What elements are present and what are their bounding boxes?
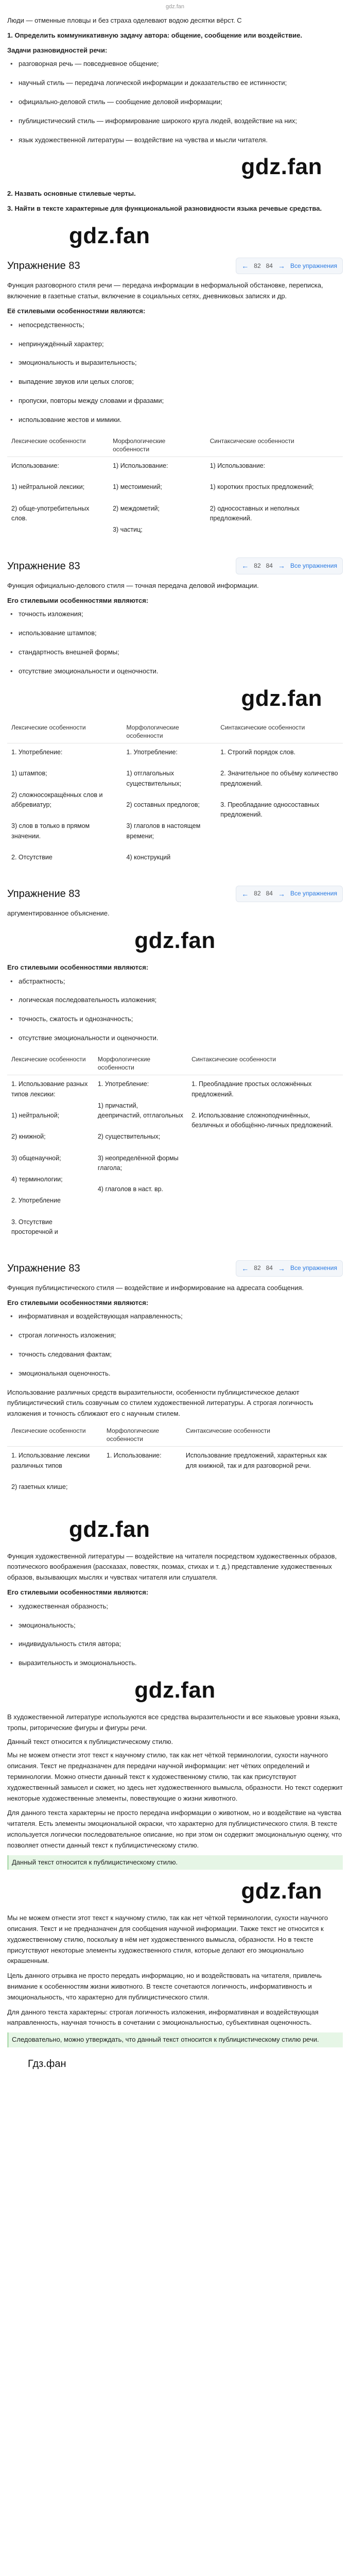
list-item: • отсутствие эмоциональности и оценочности.: [15, 1033, 343, 1044]
cell-line: 1) причастий, деепричастий, отглагольных: [97, 1101, 183, 1119]
features-table: [7, 1052, 343, 1253]
table-cell: [102, 1447, 182, 1508]
cell-line: 2. Значительное по объёму количество предложений.: [220, 770, 338, 787]
table-header: Синтаксические особенности: [206, 434, 343, 457]
question-2: 2. Назвать основные стилевые черты.: [7, 190, 136, 198]
list-item: • непринуждённый характер;: [15, 339, 343, 350]
pager: [236, 1260, 343, 1277]
cell-line: 1. Использование лексики различных типов: [11, 1452, 90, 1469]
table-header: Синтаксические особенности: [187, 1052, 343, 1075]
cell-line: 2) книжной;: [11, 1133, 46, 1141]
question-1: 1. Определить коммуникативную задачу автора: общение, сообщение или воздействие.: [7, 31, 303, 39]
next-arrow-icon[interactable]: →: [277, 261, 285, 270]
analysis-paragraph: Мы не можем отнести этот текст к научному стилю, так как нет чёткой терминологии, сухости научного описания. Текст и не предназначен для сообщения научной информации. Также текст не относится к художественному стилю, поскольку в нём нет художественного вымысла, образности. Но в тексте присутствуют некоторые элементы художественного стиля, которые делают его эмоционально окрашенным.: [7, 1914, 328, 1965]
cell-line: Использование:: [11, 462, 59, 469]
exercise-nav: [7, 258, 343, 274]
list-item: • непосредственность;: [15, 320, 343, 331]
table-header: Синтаксические особенности: [216, 720, 343, 743]
features-heading: Его стилевыми особенностями являются:: [7, 596, 149, 604]
table-cell: [7, 1075, 94, 1253]
cell-line: 1) нейтральной лексики;: [11, 483, 85, 491]
table-header: Лексические особенности: [7, 720, 122, 743]
cell-line: 3) неопределённой формы глагола;: [97, 1154, 179, 1172]
cell-line: 1. Использование разных типов лексики:: [11, 1080, 88, 1098]
table-cell: [122, 743, 217, 878]
prev-exercise[interactable]: 82: [254, 262, 261, 269]
table-header: Лексические особенности: [7, 1052, 94, 1075]
analysis-paragraph: Мы не можем отнести этот текст к научному стилю, так как нет чёткой терминологии, сухости научного описания. Текст не предназначен для передачи научной информации: нет чётких определений и терминологии. Можно отнести данный текст к художественному стилю, так как присутствуют художественный замысел и сюжет, но здесь нет художественного вымысла, образности. Но текст содержит некоторые художественные элементы, повествующие о жизни животного.: [7, 1751, 343, 1802]
cell-line: 4) терминологии;: [11, 1176, 63, 1183]
list-item: • точность, сжатость и однозначность;: [15, 1014, 343, 1025]
next-arrow-icon[interactable]: →: [277, 889, 285, 898]
section-definition: Функция публицистического стиля — воздействие и информирование на адресата сообщения.: [7, 1283, 304, 1292]
features-heading: Его стилевыми особенностями являются:: [7, 1298, 149, 1307]
watermark: gdz.fan: [134, 927, 216, 953]
cell-line: 1. Использование:: [106, 1452, 162, 1460]
list-item: • художественная образность;: [15, 1601, 343, 1612]
table-header: Морфологические особенности: [94, 1052, 187, 1075]
section-definition: Функция разговорного стиля речи — передача информации в неформальной обстановке, переписка, включение в газетные статьи, включение в социальных сетях, дневниковых записях и др.: [7, 281, 323, 300]
table-header: Лексические особенности: [7, 1423, 102, 1447]
cell-line: 3. Преобладание односоставных предложений.: [220, 801, 320, 819]
cell-line: 3) глаголов в настоящем времени;: [126, 822, 201, 840]
analysis-conclusion: Данный текст относится к публицистическому стилю.: [7, 1855, 343, 1870]
cell-line: 1) Использование:: [113, 462, 168, 469]
exercise-title: Упражнение 83: [7, 560, 80, 572]
cell-line: 3) частиц;: [113, 526, 143, 534]
all-exercises-link[interactable]: Все упражнения: [290, 890, 337, 897]
cell-line: 1. Преобладание простых осложнённых предложений.: [191, 1080, 312, 1098]
watermark: gdz.fan: [69, 1516, 150, 1542]
prev-arrow-icon[interactable]: ←: [241, 1264, 249, 1273]
cell-line: 2. Употребление: [11, 1197, 61, 1205]
section-definition: Функция художественной литературы — воздействие на читателя посредством художественных образов, поэтического воображения (рассказах, повестях, поэмах, стихах и т. д.) представление художественных образов, вызывающих мыслях и чувствах читателя или слушателя.: [7, 1552, 337, 1582]
list-item: • язык художественной литературы — воздействие на чувства и мысли читателя.: [15, 135, 343, 146]
table-cell: [7, 456, 109, 550]
list-item: • публицистический стиль — информирование широкого круга людей, воздействие на них;: [15, 116, 343, 127]
prev-arrow-icon[interactable]: ←: [241, 562, 249, 570]
features-heading: Его стилевыми особенностями являются:: [7, 1588, 149, 1596]
cell-line: 2) обще-употребительных слов.: [11, 504, 90, 522]
cell-line: 1. Строгий порядок слов.: [220, 748, 296, 756]
table-cell: [182, 1447, 343, 1508]
features-heading: Её стилевыми особенностями являются:: [7, 307, 146, 315]
cell-line: 2) газетных клише;: [11, 1483, 68, 1491]
prev-exercise[interactable]: 82: [254, 890, 261, 897]
section-definition: Функция официально-делового стиля — точная передача деловой информации.: [7, 581, 259, 589]
next-arrow-icon[interactable]: →: [277, 1264, 285, 1273]
exercise-title: Упражнение 83: [7, 888, 80, 900]
list-item: • использование штампов;: [15, 628, 343, 639]
cell-line: 3. Отсутствие просторечной и: [11, 1218, 58, 1236]
list-item: • эмоциональная оценочность.: [15, 1368, 343, 1379]
list-item: • стандартность внешней формы;: [15, 647, 343, 658]
cell-line: 3) слов в только в прямом значении.: [11, 822, 90, 840]
question-3: 3. Найти в тексте характерные для функциональной разновидности языка речевые средства.: [7, 205, 322, 213]
list-item: • научный стиль — передача логической информации и доказательство ее истинности;: [15, 78, 343, 89]
list-item: • точность следования фактам;: [15, 1349, 343, 1360]
table-cell: [206, 456, 343, 550]
features-table: [7, 1423, 343, 1508]
list-item: • индивидуальность стиля автора;: [15, 1639, 343, 1650]
next-arrow-icon[interactable]: →: [277, 562, 285, 570]
cell-line: 2) односоставных и неполных предложений.: [209, 504, 300, 522]
pager: [236, 557, 343, 574]
features-list: [7, 976, 343, 1044]
exercise-nav: [7, 557, 343, 574]
analysis-block: [7, 1750, 343, 1870]
table-cell: [7, 1447, 102, 1508]
exercise-title: Упражнение 83: [7, 1262, 80, 1274]
cell-line: 2) существительных;: [97, 1133, 161, 1141]
analysis-paragraph: Цель данного отрывка не просто передать информацию, но и воздействовать на читателя, привлечь внимание к особенностям жизни животного. В тексте сочетаются логичность, информативность и эмоциональность, что характерно для публицистического стиля.: [7, 1972, 322, 2001]
list-item: • использование жестов и мимики.: [15, 415, 343, 426]
cell-line: 1) штампов;: [11, 770, 47, 777]
list-item: • выпадение звуков или целых слогов;: [15, 377, 343, 387]
section-note: Использование различных средств выразительности, особенности публицистическое делают публицистический стиль созвучным со стилем художественной литературы. А строгая логичность изложения и точность сближают его с научным стилем.: [7, 1388, 313, 1418]
next-exercise[interactable]: 84: [266, 262, 273, 269]
table-header: Морфологические особенности: [109, 434, 206, 457]
exercise-title: Упражнение 83: [7, 260, 80, 272]
table-header: Лексические особенности: [7, 434, 109, 457]
features-heading: Его стилевыми особенностями являются:: [7, 963, 149, 971]
cell-line: 1. Употребление:: [97, 1080, 149, 1088]
table-cell: [94, 1075, 187, 1253]
all-exercises-link[interactable]: Все упражнения: [290, 562, 337, 569]
list-item: • строгая логичность изложения;: [15, 1330, 343, 1341]
list-item: • пропуски, повторы между словами и фразами;: [15, 396, 343, 406]
exercise-nav: [7, 1260, 343, 1277]
cell-line: 1. Употребление:: [11, 748, 63, 756]
cell-line: 2. Отсутствие: [11, 854, 52, 861]
analysis-paragraph: Для данного текста характерны: строгая логичность изложения, информативная и воздействующая направленность, научная точность в сочетании с эмоциональностью, субъективная оценочность.: [7, 2008, 319, 2027]
all-exercises-link[interactable]: Все упражнения: [290, 262, 337, 269]
list-item: • абстрактность;: [15, 976, 343, 987]
cell-line: 4) глаголов в наст. вр.: [97, 1185, 164, 1193]
cell-line: 3) общенаучной;: [11, 1154, 61, 1162]
list-item: • выразительность и эмоциональность.: [15, 1658, 343, 1669]
analysis-block: [7, 1913, 343, 2047]
list-item: • эмоциональность;: [15, 1620, 343, 1631]
watermark: gdz.fan: [69, 223, 150, 248]
section-note: В художественной литературе используются все средства выразительности и все языковые уровни языка, тропы, риторические фигуры и фигуры речи.: [7, 1713, 341, 1732]
cell-line: Использование предложений, характерных как для книжной, так и для разговорной речи.: [185, 1452, 327, 1469]
cell-line: 2) сложносокращённых слов и аббревиатур;: [11, 791, 103, 809]
features-list: [7, 1311, 343, 1379]
table-header: Морфологические особенности: [122, 720, 217, 743]
cell-line: 1. Употребление:: [126, 748, 178, 756]
list-item: • логическая последовательность изложения;: [15, 995, 343, 1006]
list-item: • разговорная речь — повседневное общение;: [15, 59, 343, 70]
analysis-paragraph: Для данного текста характерны не просто передача информации о животном, но и воздействие на чувства читателя. Есть элементы эмоциональной окраски, что характерно для публицистического стиля. В тексте используется логически последовательное описание, но при этом он содержит эмоциональную оценку, что позволяет отнести данный текст к публицистическому стилю.: [7, 1809, 342, 1849]
table-cell: [7, 743, 122, 878]
prev-exercise[interactable]: 82: [254, 562, 261, 569]
features-list: [7, 609, 343, 676]
list-item: • отсутствие эмоциональности и оценочности.: [15, 666, 343, 677]
cell-line: 2) составных предлогов;: [126, 801, 200, 809]
next-exercise[interactable]: 84: [266, 1264, 273, 1272]
watermark: gdz.fan: [241, 154, 322, 180]
final-conclusion: Следовательно, можно утверждать, что данный текст относится к публицистическому стилю речи.: [7, 2032, 343, 2047]
intro-text: Люди — отменные пловцы и без страха оделевают водою десятки вёрст. С: [7, 16, 242, 24]
footer-brand: Гдз.фан: [28, 2058, 66, 2070]
section-note: Данный текст относится к публицистическому стилю.: [7, 1737, 173, 1745]
exercise-nav: [7, 886, 343, 902]
tasks-list: [7, 59, 343, 145]
features-table: [7, 434, 343, 551]
list-item: • информативная и воздействующая направленность;: [15, 1311, 343, 1322]
next-exercise[interactable]: 84: [266, 562, 273, 569]
cell-line: 2) междометий;: [113, 504, 160, 512]
prev-arrow-icon[interactable]: ←: [241, 889, 249, 898]
features-list: [7, 320, 343, 426]
table-cell: [109, 456, 206, 550]
cell-line: 1) Использование:: [209, 462, 266, 469]
cell-line: 1) отглагольных существительных;: [126, 770, 182, 787]
table-cell: [216, 743, 343, 878]
prev-arrow-icon[interactable]: ←: [241, 261, 249, 270]
cell-line: 1) местоимений;: [113, 483, 162, 491]
section-lead: аргументированное объяснение.: [7, 909, 110, 917]
top-url[interactable]: gdz.fan: [165, 4, 185, 10]
watermark: gdz.fan: [134, 1677, 216, 1703]
cell-line: 2. Использование сложноподчинённых, безличных и обобщённо-личных предложений.: [191, 1111, 333, 1129]
features-table: [7, 720, 343, 878]
table-header: Морфологические особенности: [102, 1423, 182, 1447]
watermark: gdz.fan: [241, 1878, 322, 1904]
list-item: • официально-деловой стиль — сообщение деловой информации;: [15, 97, 343, 108]
features-list: [7, 1601, 343, 1669]
all-exercises-link[interactable]: Все упражнения: [290, 1264, 337, 1272]
cell-line: 4) конструкций: [126, 854, 171, 861]
next-exercise[interactable]: 84: [266, 890, 273, 897]
table-cell: [187, 1075, 343, 1253]
pager: [236, 886, 343, 902]
cell-line: 1) нейтральной;: [11, 1111, 60, 1119]
cell-line: 1) коротких простых предложений;: [209, 483, 314, 491]
table-header: Синтаксические особенности: [182, 1423, 343, 1447]
list-item: • точность изложения;: [15, 609, 343, 620]
list-item: • эмоциональность и выразительность;: [15, 358, 343, 368]
pager: [236, 258, 343, 274]
prev-exercise[interactable]: 82: [254, 1264, 261, 1272]
watermark: gdz.fan: [241, 685, 322, 711]
tasks-heading: Задачи разновидностей речи:: [7, 46, 108, 54]
